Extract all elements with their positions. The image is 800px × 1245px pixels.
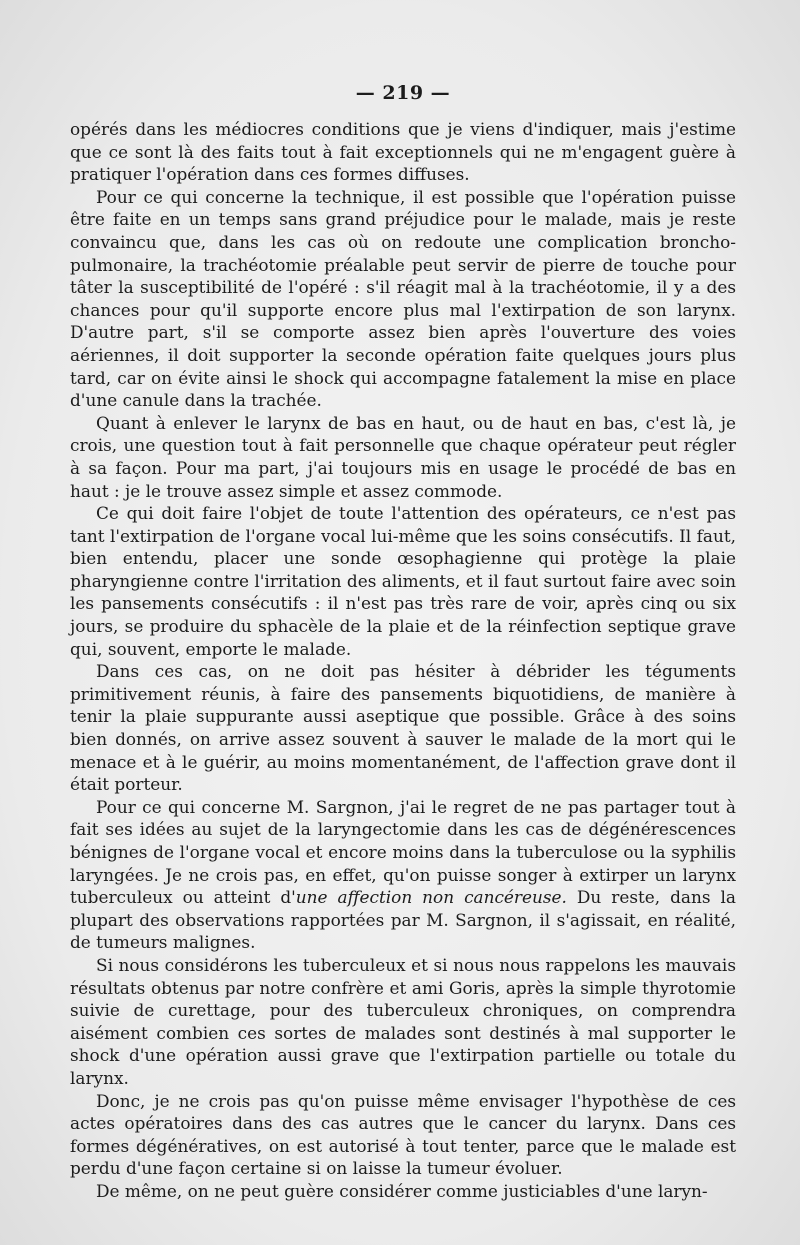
paragraph-soins-consecutifs: Ce qui doit faire l'objet de toute l'attention des opérateurs, ce n'est pas tant l'extirpation de l'organe vocal lui-même que les soins consécutifs. Il faut, bien entendu, placer une sonde œsophagienne qui protège la plaie pharyngienne contre l'irritation des aliments, et il faut surtout faire avec soin les pansements consécutifs : il n'est pas très rare de voir, après cinq ou six jours, se produire du sphacèle de la plaie et de la réinfection septique grave qui, souvent, emporte le malade.: [70, 503, 736, 659]
sargnon-text-after: Du reste, dans la plupart des observations rapportées par M. Sargnon, il s'agissait, en réalité, de tumeurs malignes.: [70, 887, 736, 953]
paragraph-sargnon: [70, 796, 736, 954]
paragraph-larynx-direction: Quant à enlever le larynx de bas en haut, ou de haut en bas, c'est là, je crois, une question tout à fait personnelle que chaque opérateur peut régler à sa façon. Pour ma part, j'ai toujours mis en usage le procédé de bas en haut : je le trouve assez simple et assez commode.: [70, 412, 736, 501]
paragraph-technique: Pour ce qui concerne la technique, il est possible que l'opération puisse être faite en un temps sans grand préjudice pour le malade, mais je reste convaincu que, dans les cas où on redoute une complication broncho-pulmonaire, la trachéotomie préalable peut servir de pierre de touche pour tâter la susceptibilité de l'opéré : s'il réagit mal à la trachéotomie, il y a des chances pour qu'il supporte encore plus mal l'extirpation de son larynx. D'autre part, s'il se comporte assez bien après l'ouverture des voies aériennes, il doit supporter la seconde opération faite quelques jours plus tard, car on évite ainsi le shock qui accompagne fatalement la mise en place d'une canule dans la trachée.: [70, 186, 736, 411]
paragraph-debrider: Dans ces cas, on ne doit pas hésiter à débrider les téguments primitivement réunis, à faire des pansements biquotidiens, de manière à tenir la plaie suppurante aussi aseptique que possible. Grâce à des soins bien donnés, on arrive assez souvent à sauver le malade de la mort qui le menace et à le guérir, au moins momentanément, de l'affection grave dont il était porteur.: [70, 661, 736, 795]
paragraph-tuberculeux: Si nous considérons les tuberculeux et si nous nous rappelons les mauvais résultats obtenus par notre confrère et ami Goris, après la simple thyrotomie suivie de curettage, pour des tuberculeux chroniques, on comprendra aisément combien ces sortes de malades sont destinés à mal supporter le shock d'une opération aussi grave que l'extirpation partielle ou totale du larynx.: [70, 954, 736, 1088]
paragraph-1: opérés dans les médiocres conditions que je viens d'indiquer, mais j'estime que ce sont là des faits tout à fait exceptionnels qui ne m'engagent guère à pratiquer l'opération dans ces formes diffuses.: [70, 119, 736, 185]
sargnon-italic-text: une affection non cancéreuse.: [295, 887, 567, 908]
page-number: — 219 —: [355, 82, 451, 104]
sargnon-text-before: Pour ce qui concerne M. Sargnon, j'ai le regret de ne pas partager tout à fait ses idées au sujet de la laryngectomie dans les cas de dégénérescences bénignes de l'organe vocal et encore moins dans la tuberculose ou la syphilis laryngées. Je ne crois pas, en effet, qu'on puisse songer à extirper un larynx tuberculeux ou atteint d': [70, 796, 736, 908]
document-page: [70, 82, 736, 1203]
paragraph-last-line: De même, on ne peut guère considérer comme justiciables d'une laryn-: [96, 1180, 708, 1201]
paragraph-cancer: Donc, je ne crois pas qu'on puisse même envisager l'hypothèse de ces actes opératoires dans des cas autres que le cancer du larynx. Dans ces formes dégénératives, on est autorisé à tout tenter, parce que le malade est perdu d'une façon certaine si on laisse la tumeur évoluer.: [70, 1090, 736, 1179]
